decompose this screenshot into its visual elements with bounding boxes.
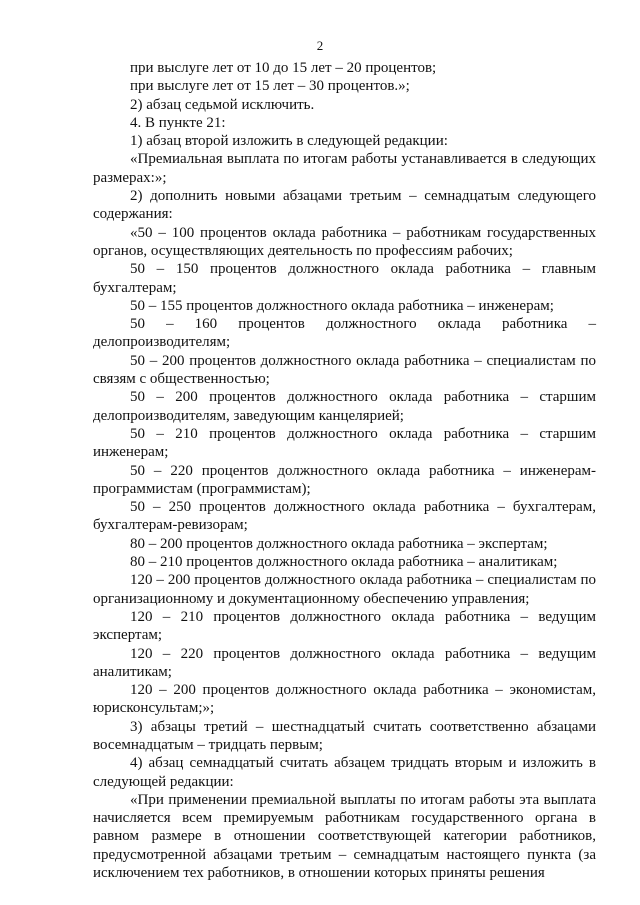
paragraph: «50 – 100 процентов оклада работника – работникам государственных органов, осуществляющих деятельность по профессиям рабочих; [93, 224, 596, 259]
paragraph: при выслуге лет от 15 лет – 30 процентов.»; [130, 78, 410, 95]
paragraph: 50 – 220 процентов должностного оклада работника – инженерам-программистам (программистам); [93, 462, 596, 497]
paragraph: 50 – 200 процентов должностного оклада работника – специалистам по связям с общественностью; [93, 352, 596, 388]
paragraph: 1) абзац второй изложить в следующей редакции: [130, 133, 448, 150]
paragraph: 80 – 200 процентов должностного оклада работника – экспертам; [130, 535, 548, 552]
paragraph: 120 – 210 процентов должностного оклада работника – ведущим экспертам; [93, 608, 596, 644]
document-body [93, 59, 596, 882]
page-number: 2 [316, 38, 324, 53]
paragraph: 3) абзацы третий – шестнадцатый считать соответственно абзацами восемнадцатым – тридцать первым; [93, 718, 596, 753]
paragraph: 2) дополнить новыми абзацами третьим – семнадцатым следующего содержания: [93, 188, 596, 223]
paragraph: «Премиальная выплата по итогам работы устанавливается в следующих размерах:»; [93, 151, 596, 186]
paragraph: 50 – 210 процентов должностного оклада работника – старшим инженерам; [93, 425, 596, 461]
paragraph: 2) абзац седьмой исключить. [130, 96, 315, 113]
paragraph: «При применении премиальной выплаты по итогам работы эта выплата начисляется всем премируемым работникам государственного органа в равном размере в отношении соответствующей категории работников, предусмотренной абзацами третьим – семнадцатым настоящего пункта (за исключением тех работников, в отношении которых приняты решения [93, 791, 596, 882]
paragraph: 50 – 250 процентов должностного оклада работника – бухгалтерам, бухгалтерам-ревизорам; [93, 499, 596, 534]
paragraph: 50 – 155 процентов должностного оклада работника – инженерам; [130, 297, 554, 314]
paragraph: 120 – 220 процентов должностного оклада работника – ведущим аналитикам; [93, 645, 596, 680]
paragraph: 120 – 200 процентов должностного оклада работника – специалистам по организационному и документационному обеспечению управления; [93, 572, 596, 607]
paragraph: 120 – 200 процентов должностного оклада работника – экономистам, юрисконсультам;»; [93, 682, 596, 717]
paragraph: 50 – 160 процентов должностного оклада работника – делопроизводителям; [93, 316, 596, 351]
paragraph: при выслуге лет от 10 до 15 лет – 20 процентов; [130, 60, 437, 76]
paragraph: 4) абзац семнадцатый считать абзацем тридцать вторым и изложить в следующей редакции: [93, 755, 596, 790]
paragraph: 50 – 200 процентов должностного оклада работника – старшим делопроизводителям, заведующим канцелярией; [93, 389, 596, 424]
paragraph: 50 – 150 процентов должностного оклада работника – главным бухгалтерам; [93, 261, 596, 296]
paragraph: 4. В пункте 21: [130, 114, 226, 131]
paragraph: 80 – 210 процентов должностного оклада работника – аналитикам; [130, 554, 558, 571]
